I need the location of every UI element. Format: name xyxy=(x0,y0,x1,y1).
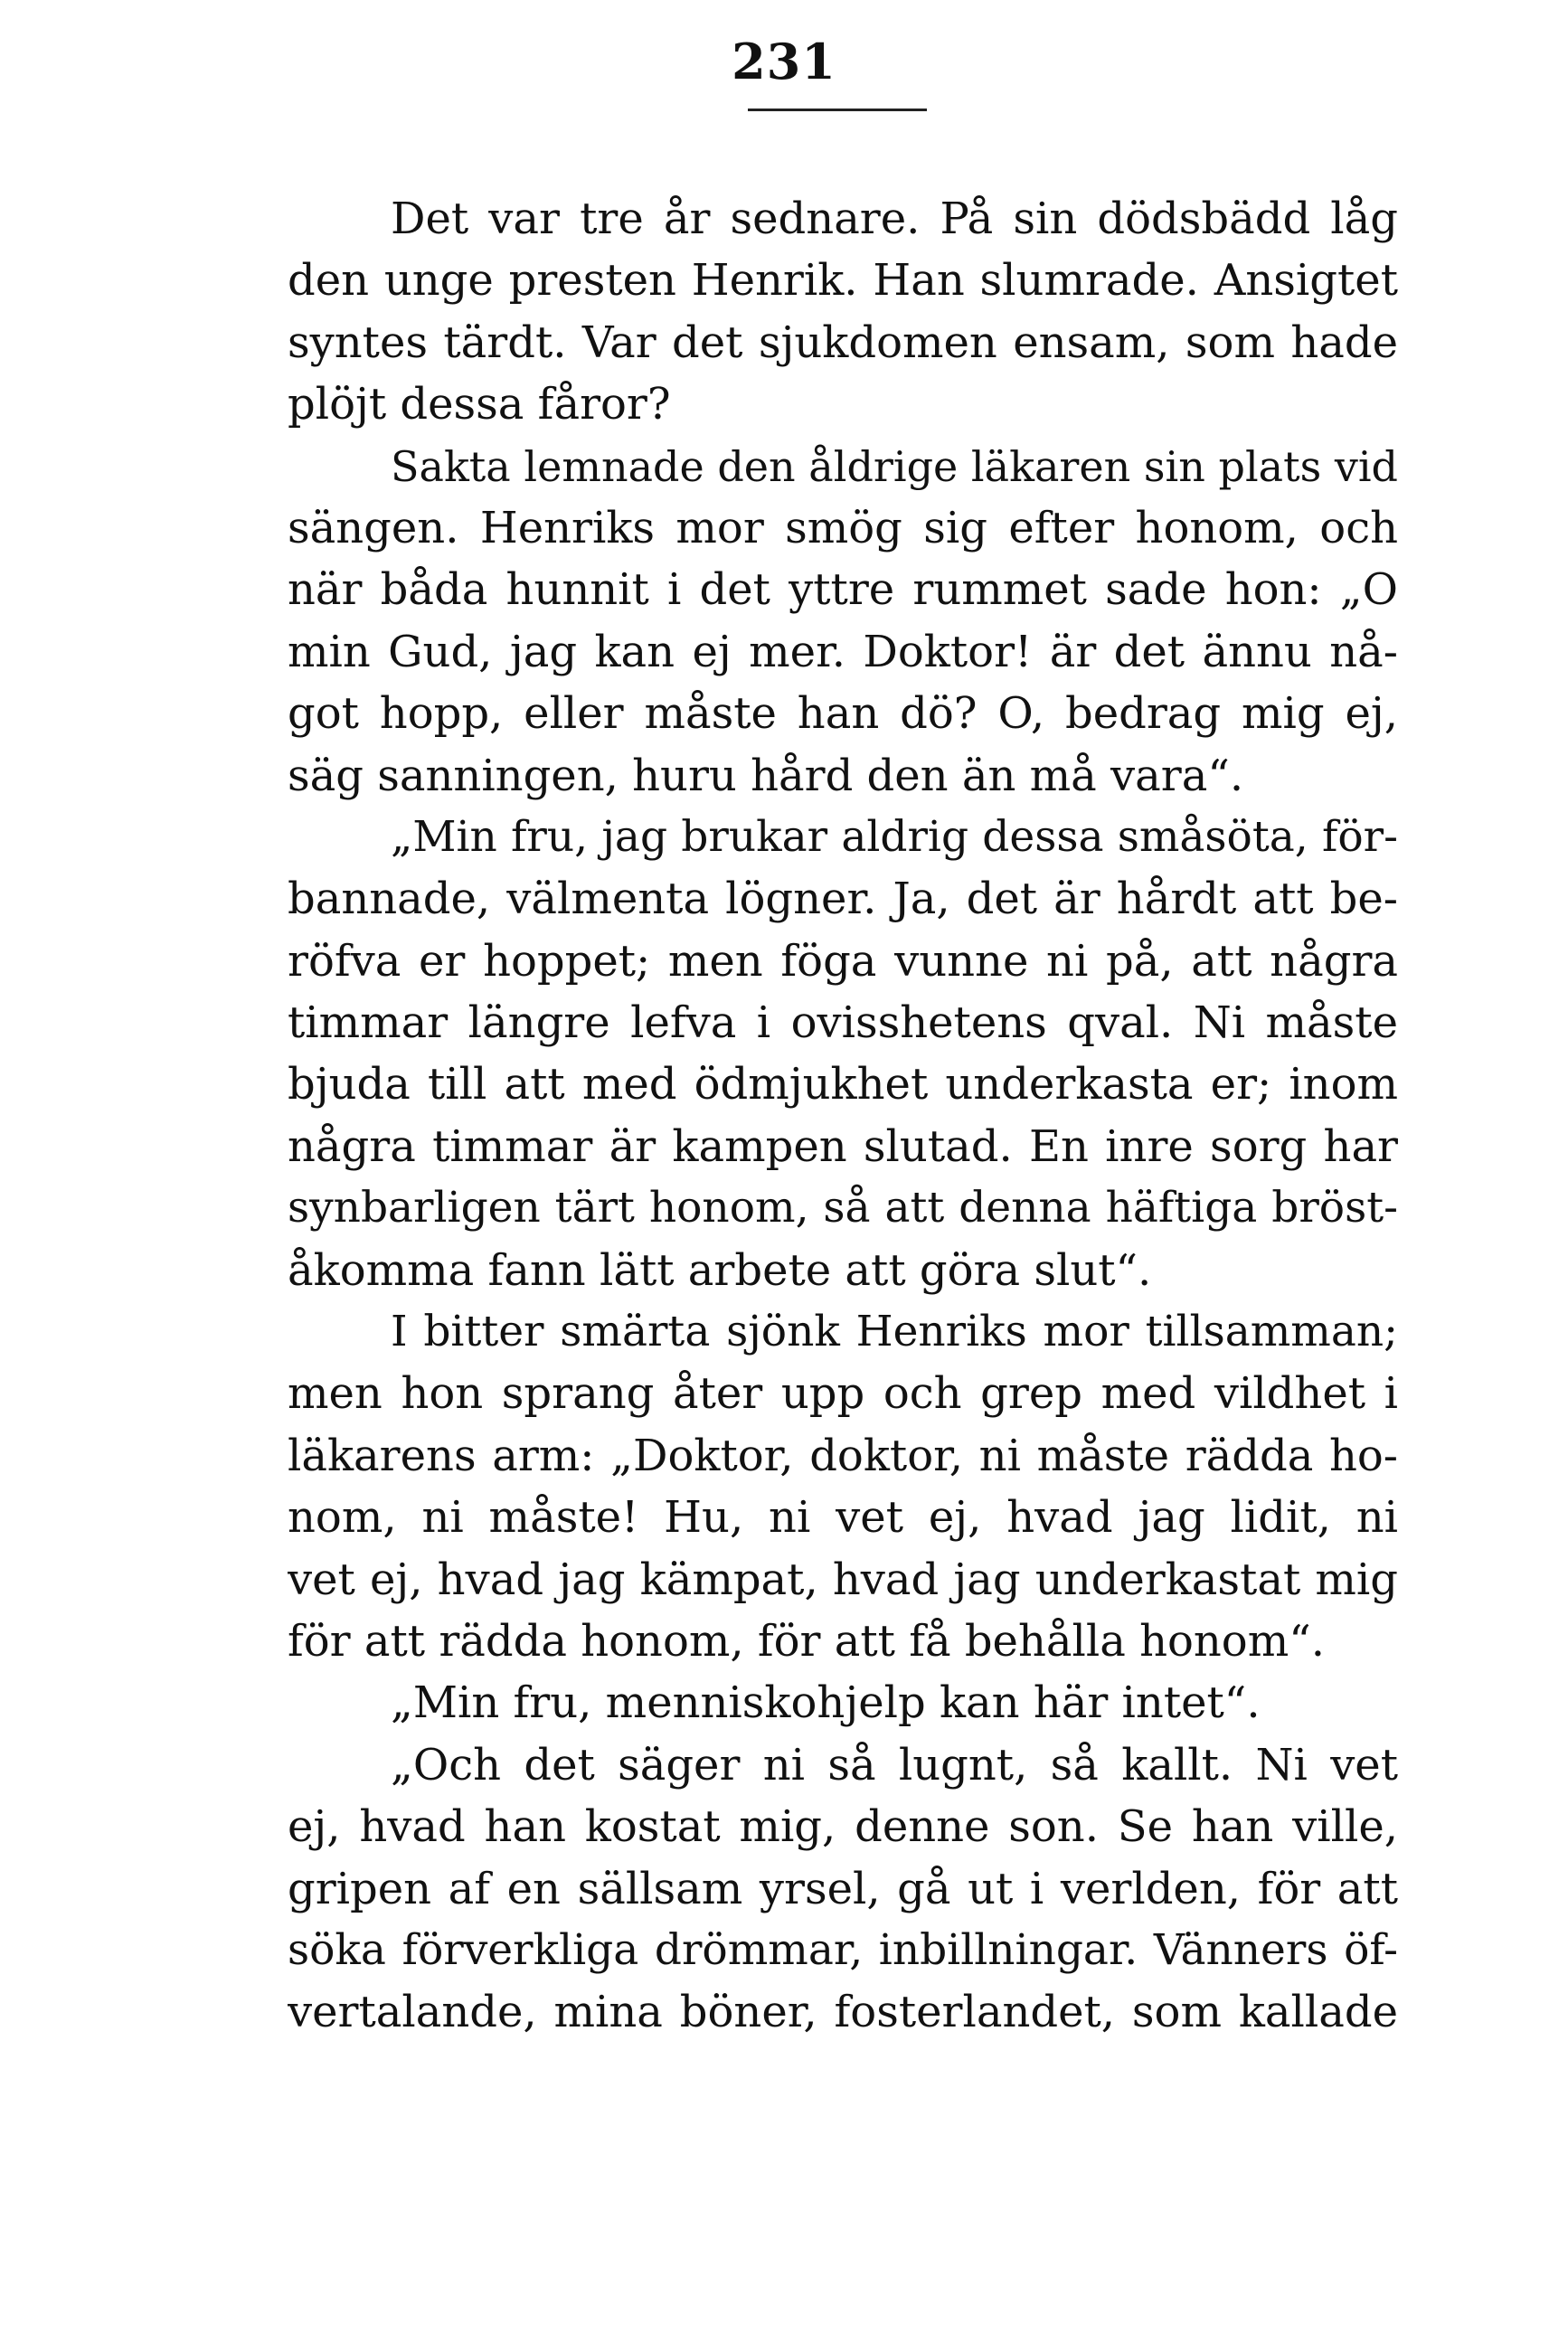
paragraph xyxy=(288,1734,1398,2044)
text-line: vertalande, mina böner, fosterlandet, som kallade xyxy=(288,1987,1398,2038)
paragraph xyxy=(288,188,1398,436)
text-line: läkarens arm: „Doktor, doktor, ni måste rädda ho- xyxy=(288,1430,1398,1481)
text-line: „Och det säger ni så lugnt, så kallt. Ni vet xyxy=(391,1739,1398,1790)
text-line: I bitter smärta sjönk Henriks mor tillsamman; xyxy=(391,1307,1398,1357)
text-line: några timmar är kampen slutad. En inre sorg har xyxy=(288,1120,1398,1172)
text-line: nom, ni måste! Hu, ni vet ej, hvad jag lidit, ni xyxy=(288,1492,1398,1544)
paragraph xyxy=(288,1672,1398,1734)
text-line: „Min fru, menniskohjelp kan här intet“. xyxy=(391,1677,1261,1729)
text-line: ej, hvad han kostat mig, denne son. Se han ville, xyxy=(288,1801,1398,1853)
text-line: åkomma fann lätt arbete att göra slut“. xyxy=(288,1244,1152,1296)
text-line: för att rädda honom, för att få behålla honom“. xyxy=(288,1615,1326,1667)
paragraph xyxy=(288,436,1398,807)
header-rule xyxy=(748,109,927,111)
text-line: säg sanningen, huru hård den än må vara“. xyxy=(288,750,1244,801)
text-line: Det var tre år sednare. På sin dödsbädd låg xyxy=(391,194,1398,244)
text-line: syntes tärdt. Var det sjukdomen ensam, som hade xyxy=(288,316,1398,368)
text-line: men hon sprang åter upp och grep med vildhet i xyxy=(288,1368,1398,1420)
text-line: got hopp, eller måste han dö? O, bedrag mig ej, xyxy=(288,688,1398,740)
text-line: sängen. Henriks mor smög sig efter honom, och xyxy=(288,502,1398,553)
text-line: plöjt dessa fåror? xyxy=(288,379,671,430)
text-line: när båda hunnit i det yttre rummet sade hon: „O xyxy=(288,564,1398,616)
text-line: vet ej, hvad jag kämpat, hvad jag underkastat mig xyxy=(288,1554,1398,1605)
paragraph xyxy=(288,1301,1398,1672)
text-line: timmar längre lefva i ovisshetens qval. Ni måste xyxy=(288,997,1398,1049)
text-line: „Min fru, jag brukar aldrig dessa småsöta, för- xyxy=(391,811,1398,862)
text-line: synbarligen tärt honom, så att denna häftiga bröst- xyxy=(288,1183,1398,1233)
text-line: söka förverkliga drömmar, inbillningar. Vänners öf- xyxy=(288,1924,1398,1975)
text-line: den unge presten Henrik. Han slumrade. Ansigtet xyxy=(288,255,1398,307)
body-text xyxy=(288,188,1398,2044)
text-line: min Gud, jag kan ej mer. Doktor! är det ännu nå- xyxy=(288,626,1398,677)
text-line: gripen af en sällsam yrsel, gå ut i verlden, för att xyxy=(288,1863,1398,1914)
text-line: bannade, välmenta lögner. Ja, det är hårdt att be- xyxy=(288,874,1398,925)
text-line: röfva er hoppet; men föga vunne ni på, att några xyxy=(288,935,1398,987)
text-line: Sakta lemnade den åldrige läkaren sin plats vid xyxy=(391,441,1398,491)
paragraph xyxy=(288,807,1398,1301)
text-line: bjuda till att med ödmjukhet underkasta er; inom xyxy=(288,1059,1398,1110)
page-number: 231 xyxy=(732,33,836,90)
